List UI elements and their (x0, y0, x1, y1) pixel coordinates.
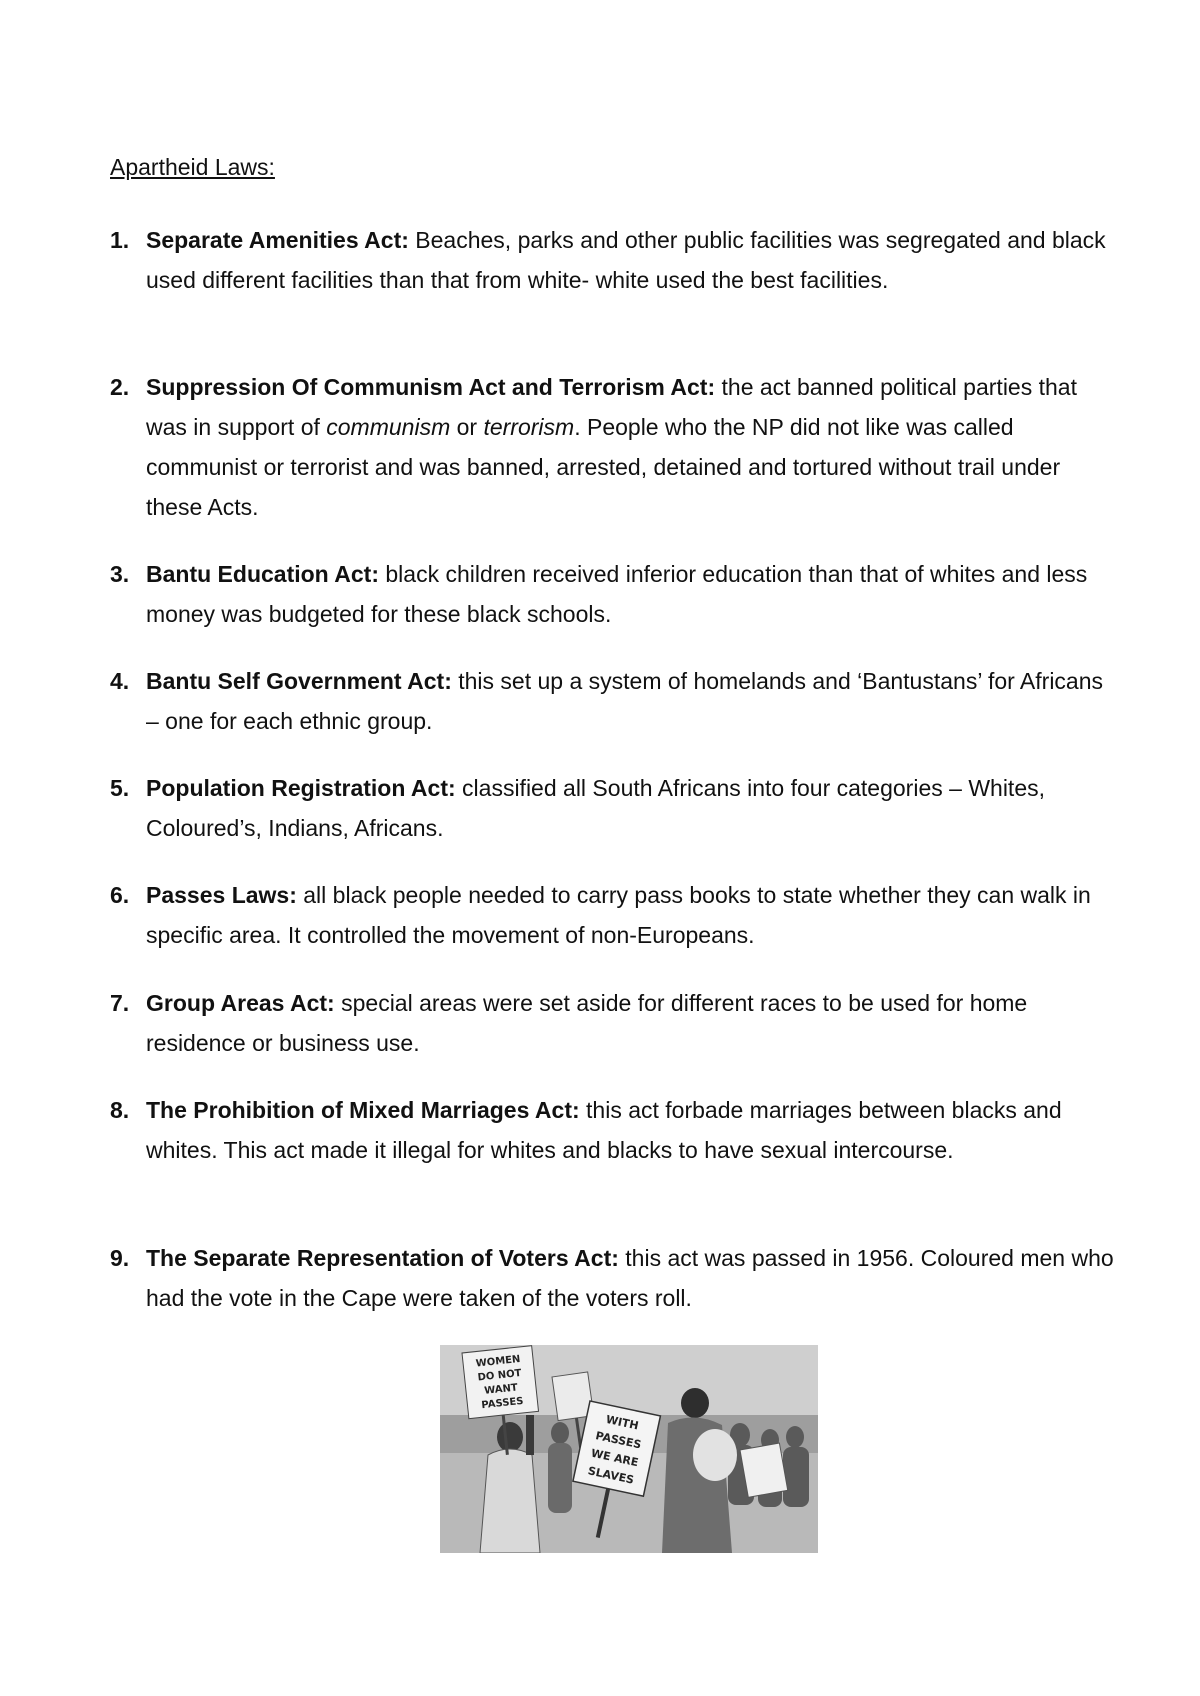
protest-photo (440, 1345, 818, 1553)
sign-center-line-4: SLAVES (586, 1464, 636, 1487)
sign-left-line-1: WOMEN (475, 1353, 521, 1370)
law-body (146, 554, 1116, 634)
law-name: Passes Laws: (146, 882, 297, 908)
law-description: Beaches, parks and other public facilities was segregated and black used different facilities than that from white- white used the best facilities. (146, 227, 1106, 293)
law-number: 9. (110, 1245, 130, 1271)
law-body (146, 768, 1116, 848)
law-body (146, 875, 1116, 955)
law-description: or (450, 414, 484, 440)
law-description: . People who the NP did not like was called communist or terrorist and was banned, arrested, detained and tortured without trail under these Acts. (146, 414, 1061, 520)
law-name: Separate Amenities Act: (146, 227, 409, 253)
law-body (146, 661, 1116, 741)
law-body (146, 220, 1116, 300)
law-name: The Separate Representation of Voters Act: (146, 1245, 619, 1271)
law-number: 4. (110, 668, 130, 694)
law-name: Suppression Of Communism Act and Terrorism Act: (146, 374, 716, 400)
law-description-emphasis: communism (326, 414, 451, 440)
law-description: the act banned political parties that was in support of (146, 374, 1077, 440)
law-name: Bantu Self Government Act: (146, 668, 452, 694)
law-number: 1. (110, 227, 130, 253)
law-name: The Prohibition of Mixed Marriages Act: (146, 1097, 580, 1123)
law-number: 3. (110, 561, 130, 587)
law-description: all black people needed to carry pass books to state whether they can walk in specific area. It controlled the movement of non-Europeans. (146, 882, 1091, 948)
sign-left-line-4: PASSES (480, 1395, 525, 1412)
law-body (146, 367, 1116, 527)
law-number: 2. (110, 374, 130, 400)
law-name: Population Registration Act: (146, 775, 456, 801)
sign-center-line-3: WE ARE (589, 1446, 640, 1470)
law-body (146, 983, 1116, 1063)
law-description: this act was passed in 1956. Coloured men who had the vote in the Cape were taken of the voters roll. (146, 1245, 1114, 1311)
law-name: Group Areas Act: (146, 990, 335, 1016)
sign-left-line-2: DO NOT (477, 1367, 523, 1384)
law-description: classified all South Africans into four categories – Whites, Coloured’s, Indians, Africans. (146, 775, 1045, 841)
sign-center-line-1: WITH (604, 1412, 640, 1433)
law-number: 6. (110, 882, 130, 908)
photo-sign-right (740, 1443, 788, 1497)
sign-left-line-3: WANT (483, 1382, 519, 1397)
page-title: Apartheid Laws: (110, 154, 275, 180)
law-body (146, 1238, 1116, 1318)
law-description: special areas were set aside for different races to be used for home residence or business use. (146, 990, 1028, 1056)
law-name: Bantu Education Act: (146, 561, 379, 587)
sign-center-line-2: PASSES (594, 1429, 643, 1452)
protest-photo-illustration (440, 1345, 818, 1553)
law-description: black children received inferior education than that of whites and less money was budgeted for these black schools. (146, 561, 1088, 627)
law-description-emphasis: terrorism (483, 414, 575, 440)
law-description: this act forbade marriages between blacks and whites. This act made it illegal for whites and blacks to have sexual intercourse. (146, 1097, 1062, 1163)
law-number: 7. (110, 990, 130, 1016)
law-number: 5. (110, 775, 130, 801)
law-description: this set up a system of homelands and ‘Bantustans’ for Africans – one for each ethnic group. (146, 668, 1104, 734)
law-number: 8. (110, 1097, 130, 1123)
law-body (146, 1090, 1116, 1170)
